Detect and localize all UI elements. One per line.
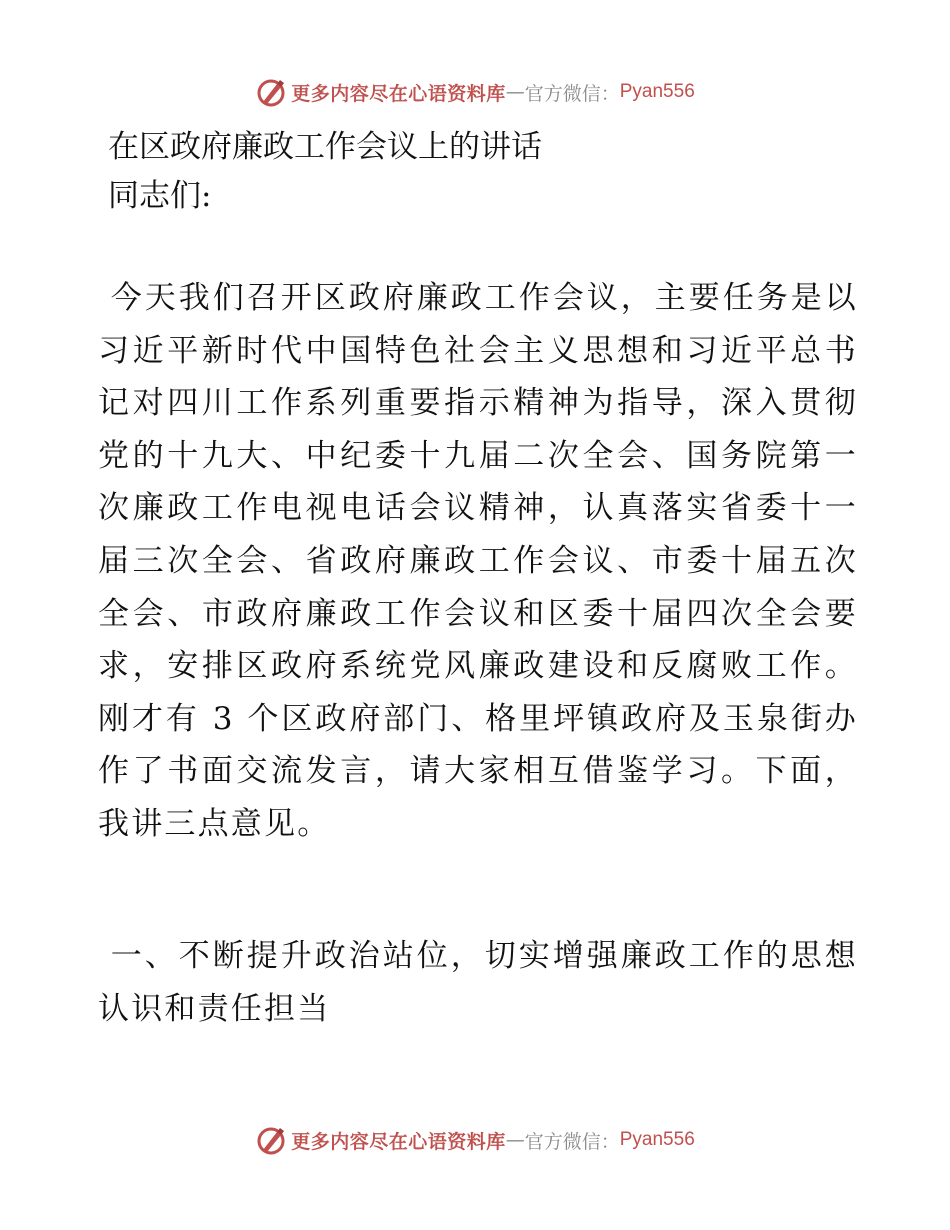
pen-circle-logo-icon <box>255 1124 287 1156</box>
watermark-wechat-id: Pyan556 <box>619 1129 695 1150</box>
watermark-wechat-label: 官方微信： <box>524 1130 620 1153</box>
section-heading-text: 一、不断提升政治站位，切实增强廉政工作的思想认识和责任担当 <box>98 938 858 1027</box>
greeting: 同志们: <box>108 178 212 214</box>
watermark-text: 更多内容尽在心语资料库 <box>291 82 506 105</box>
watermark-text: 更多内容尽在心语资料库 <box>291 1130 506 1153</box>
watermark-banner-bottom <box>0 1120 950 1160</box>
pen-circle-logo-icon <box>255 76 287 108</box>
body-paragraph <box>98 272 858 851</box>
section-heading <box>98 930 858 1035</box>
watermark-wechat-label: 官方微信： <box>524 82 620 105</box>
body-paragraph-text: 今天我们召开区政府廉政工作会议，主要任务是以习近平新时代中国特色社会主义思想和习近平总书记对四川工作系列重要指示精神为指导，深入贯彻党的十九大、中纪委十九届二次全会、国务院第一次廉政工作电视电话会议精神，认真落实省委十一届三次全会、省政府廉政工作会议、市委十届五次全会、市政府廉政工作会议和区委十届四次全会要求，安排区政府系统党风廉政建设和反腐败工作。刚才有 3 个区政府部门、格里坪镇政府及玉泉街办作了书面交流发言，请大家相互借鉴学习。下面，我讲三点意见。 <box>98 280 858 842</box>
watermark-banner-top <box>0 72 950 112</box>
watermark-separator: — <box>505 1129 525 1151</box>
watermark-separator: — <box>505 81 525 103</box>
document-title: 在区政府廉政工作会议上的讲话 <box>108 129 542 165</box>
watermark-wechat-id: Pyan556 <box>619 81 695 102</box>
